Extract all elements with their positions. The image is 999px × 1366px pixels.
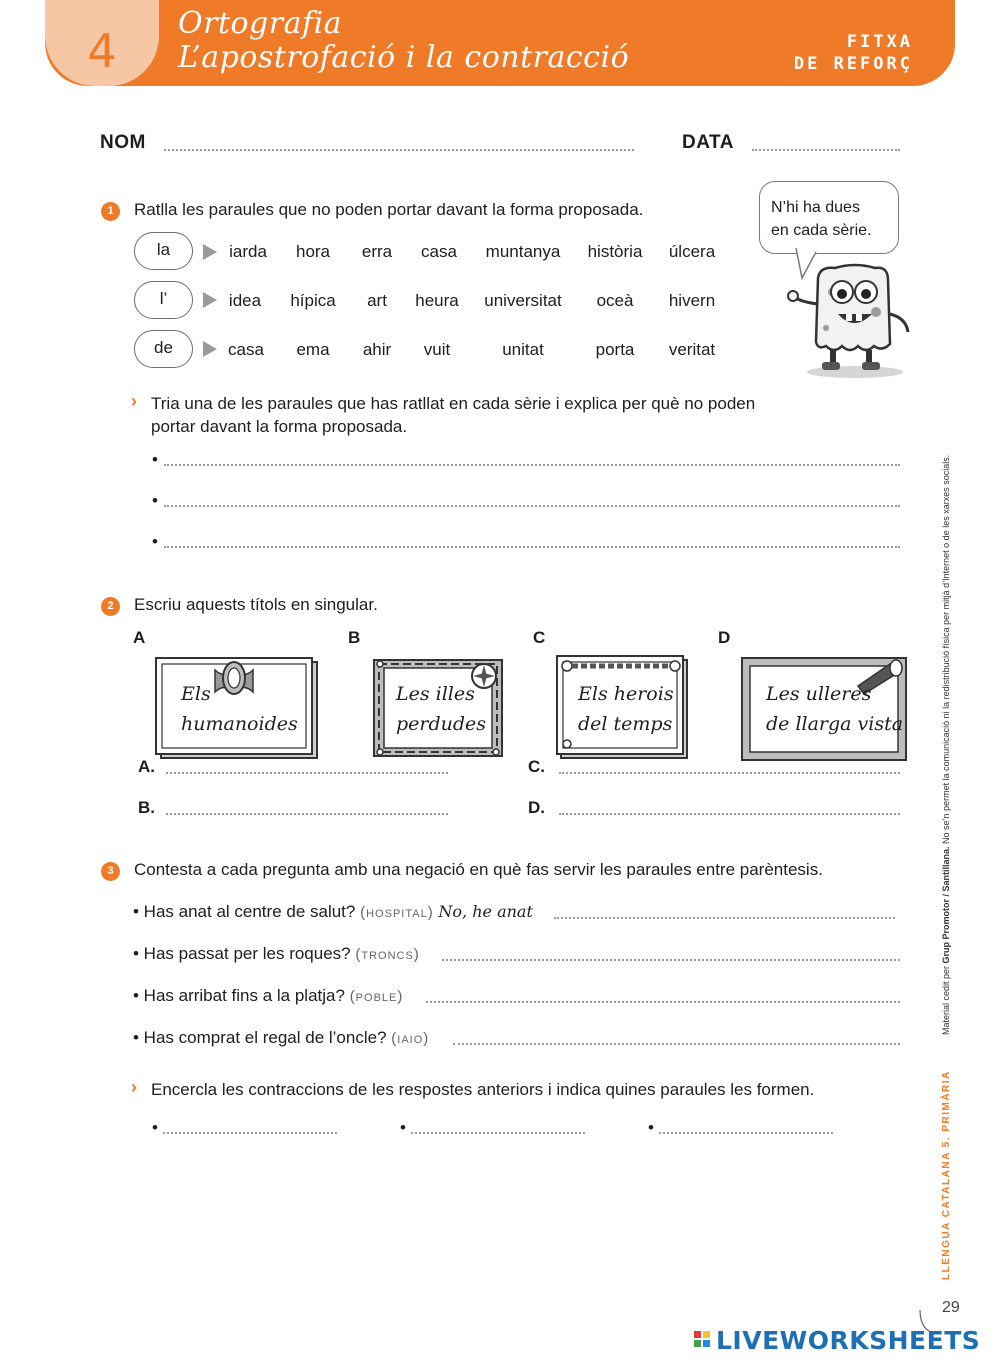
word-option[interactable]: hivern xyxy=(668,291,716,310)
word-option[interactable]: universitat xyxy=(484,291,562,310)
answer-line-q1[interactable] xyxy=(554,917,895,919)
word-option[interactable]: muntanya xyxy=(485,242,561,261)
frame-d-title xyxy=(766,679,903,739)
frame-d-line-2: de llarga vista xyxy=(766,713,904,735)
question-1-text: • Has anat al centre de salut? xyxy=(133,902,356,921)
exercise-number-3: 3 xyxy=(101,862,120,881)
answer-line-d[interactable] xyxy=(559,813,900,815)
frame-c-line-2: del temps xyxy=(578,713,673,735)
badge-line-2: DE REFORÇ xyxy=(793,54,913,74)
form-pill-l-apostrophe: l’ xyxy=(134,281,193,319)
liveworksheets-logo[interactable]: LIVEWORKSHEETS xyxy=(716,1326,981,1355)
frame-a-line-1: Els xyxy=(181,683,211,705)
question-3 xyxy=(133,986,403,1006)
item-letter-b: B xyxy=(348,628,361,647)
word-option[interactable]: casa xyxy=(228,340,264,359)
word-option[interactable]: ahir xyxy=(362,340,392,359)
word-option[interactable]: unitat xyxy=(502,340,544,359)
frame-c-line-1: Els herois xyxy=(578,683,674,705)
word-option[interactable]: erra xyxy=(361,242,393,261)
answer-line-q2[interactable] xyxy=(442,959,900,961)
badge-line-1: FITXA xyxy=(846,32,913,52)
answer-line[interactable] xyxy=(164,505,900,507)
answer-line[interactable] xyxy=(164,464,900,466)
question-4 xyxy=(133,1028,429,1048)
exercise-1-sub-instruction xyxy=(151,392,755,438)
word-option[interactable]: vuit xyxy=(423,340,451,359)
word-option[interactable]: ema xyxy=(296,340,330,359)
chapter-number: 4 xyxy=(87,24,117,78)
form-pill-de: de xyxy=(134,330,193,368)
copyright-publisher: Grup Promotor / Santillana. xyxy=(941,846,951,964)
copyright-prefix: Material cedit per xyxy=(941,963,951,1035)
exercise-2-instruction: Escriu aquests títols en singular. xyxy=(134,595,378,614)
item-letter-c: C xyxy=(533,628,546,647)
question-3-hint: (poble) xyxy=(349,988,404,1005)
bubble-line-1: N’hi ha dues xyxy=(771,199,860,216)
question-3-text: • Has arribat fins a la platja? xyxy=(133,986,345,1005)
word-option[interactable]: idea xyxy=(228,291,262,310)
question-1 xyxy=(133,902,533,922)
item-letter-a: A xyxy=(133,628,146,647)
answer-line-b[interactable] xyxy=(166,813,448,815)
question-4-hint: (iaio) xyxy=(391,1030,430,1047)
frame-a-title xyxy=(181,679,298,739)
arrow-right-icon xyxy=(203,292,217,308)
frame-b-line-1: Les illes xyxy=(396,683,475,705)
date-label: DATA xyxy=(682,132,734,153)
exercise-number-1: 1 xyxy=(101,202,120,221)
question-4-text: • Has comprat el regal de l’oncle? xyxy=(133,1028,387,1047)
question-2 xyxy=(133,944,420,964)
answer-label-c: C. xyxy=(528,757,545,776)
word-option[interactable]: oceà xyxy=(596,291,634,310)
answer-line-q4[interactable] xyxy=(453,1043,900,1045)
frame-b-line-2: perdudes xyxy=(396,713,487,735)
frame-d-line-1: Les ulleres xyxy=(766,683,872,705)
exercise-number-2: 2 xyxy=(101,597,120,616)
word-option[interactable]: història xyxy=(587,242,643,261)
word-option[interactable]: porta xyxy=(595,340,635,359)
question-2-hint: (troncs) xyxy=(355,946,420,963)
mascot-character-icon xyxy=(780,248,930,383)
contraction-answer-2[interactable] xyxy=(411,1132,585,1134)
subject-label: LLENGUA CATALANA 5. PRIMÀRIA xyxy=(941,1070,952,1280)
question-1-hint: (hospital) xyxy=(360,904,434,921)
frame-a-line-2: humanoides xyxy=(181,713,298,735)
exercise-1-instruction: Ratlla les paraules que no poden portar davant la forma proposada. xyxy=(134,200,644,219)
word-option[interactable]: hípica xyxy=(290,291,336,310)
name-label: NOM xyxy=(100,132,146,153)
bullet: • xyxy=(152,532,158,551)
question-1-example: No, he anat xyxy=(438,902,533,921)
answer-line-a[interactable] xyxy=(166,772,448,774)
bullet: • xyxy=(400,1118,406,1137)
exercise-3-sub-instruction: Encercla les contraccions de les respostes anteriors i indica quines paraules les formen. xyxy=(151,1080,815,1099)
exercise-3-instruction: Contesta a cada pregunta amb una negació en què fas servir les paraules entre parèntesis. xyxy=(134,860,823,879)
arrow-right-icon xyxy=(203,341,217,357)
item-letter-d: D xyxy=(718,628,731,647)
sub-instruction-line-2: portar davant la forma proposada. xyxy=(151,417,408,436)
question-2-text: • Has passat per les roques? xyxy=(133,944,351,963)
page-title: L’apostrofació i la contracció xyxy=(178,40,630,75)
page-number: 29 xyxy=(942,1299,960,1316)
answer-label-b: B. xyxy=(138,798,155,817)
answer-label-d: D. xyxy=(528,798,545,817)
word-option[interactable]: úlcera xyxy=(668,242,716,261)
answer-line[interactable] xyxy=(164,546,900,548)
word-option[interactable]: iarda xyxy=(229,242,267,261)
arrow-right-icon xyxy=(203,244,217,260)
bullet: • xyxy=(648,1118,654,1137)
word-option[interactable]: art xyxy=(367,291,387,310)
answer-label-a: A. xyxy=(138,757,155,776)
frame-b-title xyxy=(396,679,486,739)
bubble-line-2: en cada sèrie. xyxy=(771,222,872,239)
logo-square-yellow xyxy=(703,1331,710,1338)
copyright-notice xyxy=(941,455,951,1035)
date-field[interactable] xyxy=(752,149,900,151)
copyright-suffix: No se’n permet la comunicació ni la redistribució física per mitjà d’Internet o de les xarxes socials. xyxy=(941,454,951,847)
name-field[interactable] xyxy=(164,149,634,151)
bullet: • xyxy=(152,450,158,469)
sub-instruction-line-1: Tria una de les paraules que has ratllat en cada sèrie i explica per què no poden xyxy=(151,394,756,413)
word-option[interactable]: casa xyxy=(421,242,457,261)
answer-line-q3[interactable] xyxy=(426,1001,900,1003)
frame-c-title xyxy=(578,679,674,739)
word-option[interactable]: hora xyxy=(295,242,331,261)
logo-square-green xyxy=(694,1340,701,1347)
contraction-answer-3[interactable] xyxy=(659,1132,833,1134)
bullet: • xyxy=(152,1118,158,1137)
chevron-right-icon: › xyxy=(131,1077,137,1097)
word-option[interactable]: heura xyxy=(415,291,459,310)
logo-square-blue xyxy=(703,1340,710,1347)
speech-bubble-text xyxy=(771,196,872,242)
worksheet-type-badge xyxy=(794,31,913,75)
answer-line-c[interactable] xyxy=(559,772,900,774)
chevron-right-icon: › xyxy=(131,391,137,411)
word-option[interactable]: veritat xyxy=(668,340,716,359)
form-pill-la: la xyxy=(134,232,193,270)
bullet: • xyxy=(152,491,158,510)
contraction-answer-1[interactable] xyxy=(163,1132,337,1134)
logo-square-red xyxy=(694,1331,701,1338)
page-title-topic: Ortografia xyxy=(178,6,343,41)
